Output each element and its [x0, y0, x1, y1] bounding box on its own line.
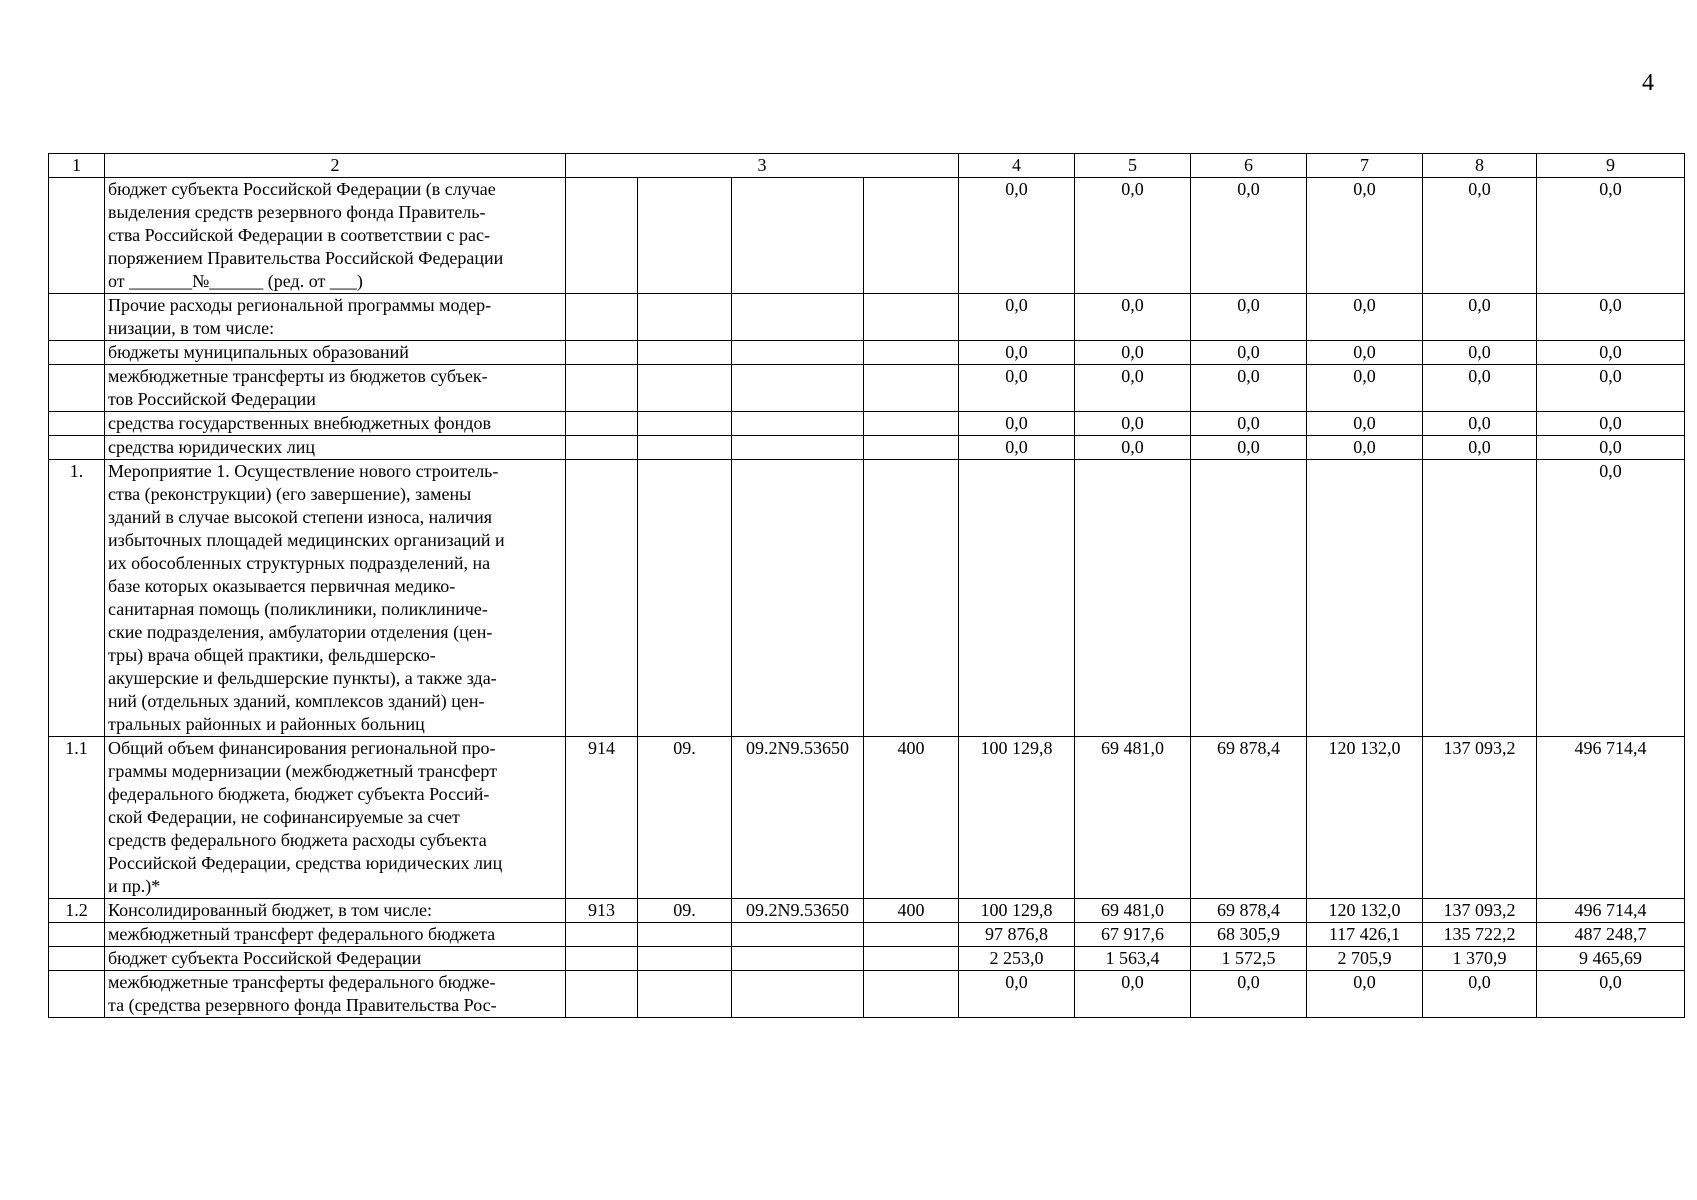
value-cell: 0,0 — [1191, 341, 1307, 365]
code-cell — [732, 341, 864, 365]
value-cell: 0,0 — [1307, 436, 1423, 460]
value-cell: 0,0 — [1191, 436, 1307, 460]
header-cell: 1 — [49, 154, 105, 178]
value-cell: 0,0 — [1537, 294, 1685, 341]
row-number-cell — [49, 971, 105, 1018]
row-description-cell: межбюджетные трансферты из бюджетов субъек- тов Российской Федерации — [105, 365, 566, 412]
page-number: 4 — [1642, 70, 1654, 96]
value-cell — [1307, 460, 1423, 737]
row-number-cell — [49, 365, 105, 412]
code-cell: 09. — [638, 737, 732, 899]
code-cell — [732, 460, 864, 737]
value-cell: 120 132,0 — [1307, 737, 1423, 899]
code-cell — [638, 923, 732, 947]
code-cell: 913 — [566, 899, 638, 923]
value-cell — [1191, 460, 1307, 737]
value-cell: 0,0 — [1075, 365, 1191, 412]
code-cell — [638, 178, 732, 294]
row-description-cell: Общий объем финансирования региональной про- граммы модернизации (межбюджетный трансферт федерального бюджета, бюджет субъекта Россий- ской Федерации, не софинансируемые за счет средств федерального бюджета расходы субъекта Российской Федерации, средства юридических лиц и пр.)* — [105, 737, 566, 899]
value-cell: 1 563,4 — [1075, 947, 1191, 971]
value-cell: 0,0 — [1191, 178, 1307, 294]
table-row — [49, 178, 1685, 294]
header-cell: 2 — [105, 154, 566, 178]
value-cell: 0,0 — [1075, 412, 1191, 436]
header-cell: 7 — [1307, 154, 1423, 178]
value-cell: 0,0 — [959, 365, 1075, 412]
value-cell: 69 878,4 — [1191, 737, 1307, 899]
header-cell: 8 — [1423, 154, 1537, 178]
value-cell: 0,0 — [1307, 341, 1423, 365]
row-number-cell — [49, 341, 105, 365]
table-row — [49, 899, 1685, 923]
row-number-cell: 1.2 — [49, 899, 105, 923]
code-cell — [864, 460, 959, 737]
row-description-cell: бюджет субъекта Российской Федерации — [105, 947, 566, 971]
row-description-cell: средства государственных внебюджетных фондов — [105, 412, 566, 436]
table-row — [49, 341, 1685, 365]
value-cell: 0,0 — [1423, 436, 1537, 460]
code-cell — [864, 294, 959, 341]
row-number-cell — [49, 436, 105, 460]
row-description-cell: Прочие расходы региональной программы модер- низации, в том числе: — [105, 294, 566, 341]
code-cell — [864, 341, 959, 365]
row-description-cell: бюджеты муниципальных образований — [105, 341, 566, 365]
code-cell — [732, 294, 864, 341]
value-cell — [1075, 460, 1191, 737]
code-cell — [566, 947, 638, 971]
code-cell — [732, 178, 864, 294]
value-cell: 69 481,0 — [1075, 737, 1191, 899]
code-cell — [638, 971, 732, 1018]
code-cell — [638, 947, 732, 971]
code-cell — [864, 412, 959, 436]
row-description-cell: средства юридических лиц — [105, 436, 566, 460]
value-cell: 0,0 — [1075, 971, 1191, 1018]
value-cell: 0,0 — [1307, 365, 1423, 412]
code-cell — [864, 436, 959, 460]
value-cell: 2 705,9 — [1307, 947, 1423, 971]
code-cell — [638, 341, 732, 365]
code-cell: 914 — [566, 737, 638, 899]
value-cell: 100 129,8 — [959, 899, 1075, 923]
value-cell: 69 481,0 — [1075, 899, 1191, 923]
row-number-cell: 1.1 — [49, 737, 105, 899]
value-cell: 67 917,6 — [1075, 923, 1191, 947]
code-cell — [566, 412, 638, 436]
row-number-cell: 1. — [49, 460, 105, 737]
value-cell: 0,0 — [1191, 971, 1307, 1018]
value-cell: 0,0 — [1537, 412, 1685, 436]
value-cell: 0,0 — [1537, 341, 1685, 365]
value-cell: 0,0 — [1075, 178, 1191, 294]
value-cell: 68 305,9 — [1191, 923, 1307, 947]
code-cell — [732, 412, 864, 436]
code-cell — [566, 923, 638, 947]
code-cell — [864, 923, 959, 947]
value-cell: 100 129,8 — [959, 737, 1075, 899]
value-cell: 120 132,0 — [1307, 899, 1423, 923]
code-cell — [864, 971, 959, 1018]
value-cell: 0,0 — [1075, 436, 1191, 460]
value-cell: 0,0 — [959, 341, 1075, 365]
code-cell: 09.2N9.53650 — [732, 899, 864, 923]
value-cell: 487 248,7 — [1537, 923, 1685, 947]
code-cell — [638, 412, 732, 436]
header-cell: 3 — [566, 154, 959, 178]
value-cell: 0,0 — [1307, 294, 1423, 341]
table-row — [49, 460, 1685, 737]
value-cell: 97 876,8 — [959, 923, 1075, 947]
row-description-cell: бюджет субъекта Российской Федерации (в случае выделения средств резервного фонда Правитель- ства Российской Федерации в соответствии с рас- поряжением Правительства Российской Федерации от _______№______ (ред. от ___) — [105, 178, 566, 294]
value-cell: 0,0 — [959, 971, 1075, 1018]
code-cell — [566, 971, 638, 1018]
value-cell: 0,0 — [1537, 971, 1685, 1018]
row-number-cell — [49, 294, 105, 341]
code-cell — [732, 971, 864, 1018]
value-cell: 117 426,1 — [1307, 923, 1423, 947]
value-cell: 0,0 — [959, 436, 1075, 460]
code-cell — [566, 436, 638, 460]
value-cell: 0,0 — [1423, 294, 1537, 341]
row-description-cell: межбюджетные трансферты федерального бюдже- та (средства резервного фонда Правительства Рос- — [105, 971, 566, 1018]
value-cell — [959, 460, 1075, 737]
header-cell: 6 — [1191, 154, 1307, 178]
value-cell: 137 093,2 — [1423, 737, 1537, 899]
row-number-cell — [49, 947, 105, 971]
table-row — [49, 294, 1685, 341]
code-cell: 09.2N9.53650 — [732, 737, 864, 899]
code-cell — [566, 294, 638, 341]
code-cell: 400 — [864, 899, 959, 923]
code-cell — [566, 460, 638, 737]
value-cell: 496 714,4 — [1537, 899, 1685, 923]
value-cell: 496 714,4 — [1537, 737, 1685, 899]
value-cell: 2 253,0 — [959, 947, 1075, 971]
code-cell — [566, 341, 638, 365]
row-number-cell — [49, 412, 105, 436]
budget-table — [48, 153, 1685, 1018]
value-cell: 0,0 — [1537, 436, 1685, 460]
value-cell: 135 722,2 — [1423, 923, 1537, 947]
header-cell: 5 — [1075, 154, 1191, 178]
table-row — [49, 412, 1685, 436]
row-number-cell — [49, 923, 105, 947]
code-cell — [732, 365, 864, 412]
row-number-cell — [49, 178, 105, 294]
code-cell — [638, 460, 732, 737]
code-cell: 09. — [638, 899, 732, 923]
value-cell: 0,0 — [1191, 294, 1307, 341]
value-cell: 9 465,69 — [1537, 947, 1685, 971]
table-row — [49, 737, 1685, 899]
code-cell — [638, 294, 732, 341]
value-cell: 1 370,9 — [1423, 947, 1537, 971]
code-cell — [732, 947, 864, 971]
value-cell: 0,0 — [1191, 365, 1307, 412]
code-cell — [864, 365, 959, 412]
value-cell: 0,0 — [959, 294, 1075, 341]
value-cell: 0,0 — [1307, 971, 1423, 1018]
value-cell: 1 572,5 — [1191, 947, 1307, 971]
code-cell — [732, 923, 864, 947]
value-cell: 0,0 — [1307, 178, 1423, 294]
header-cell: 4 — [959, 154, 1075, 178]
value-cell: 69 878,4 — [1191, 899, 1307, 923]
value-cell: 0,0 — [1423, 341, 1537, 365]
code-cell — [864, 178, 959, 294]
row-description-cell: межбюджетный трансферт федерального бюджета — [105, 923, 566, 947]
value-cell: 0,0 — [1423, 971, 1537, 1018]
value-cell: 0,0 — [1307, 412, 1423, 436]
table-header-row — [49, 154, 1685, 178]
code-cell — [732, 436, 864, 460]
code-cell — [566, 178, 638, 294]
value-cell: 0,0 — [1537, 460, 1685, 737]
row-description-cell: Мероприятие 1. Осуществление нового строитель- ства (реконструкции) (его завершение), замены зданий в случае высокой степени износа, наличия избыточных площадей медицинских организаций и их обособленных структурных подразделений, на базе которых оказывается первичная медико- санитарная помощь (поликлиники, поликлиниче- ские подразделения, амбулатории отделения (цен- тры) врача общей практики, фельдшерско- акушерские и фельдшерские пункты), а также зда- ний (отдельных зданий, комплексов зданий) цен- тральных районных и районных больниц — [105, 460, 566, 737]
value-cell: 0,0 — [1423, 365, 1537, 412]
code-cell — [864, 947, 959, 971]
value-cell: 0,0 — [1423, 412, 1537, 436]
value-cell: 0,0 — [1537, 365, 1685, 412]
value-cell: 137 093,2 — [1423, 899, 1537, 923]
table-row — [49, 947, 1685, 971]
code-cell: 400 — [864, 737, 959, 899]
code-cell — [566, 365, 638, 412]
code-cell — [638, 436, 732, 460]
row-description-cell: Консолидированный бюджет, в том числе: — [105, 899, 566, 923]
value-cell: 0,0 — [959, 412, 1075, 436]
table-row — [49, 365, 1685, 412]
value-cell: 0,0 — [1537, 178, 1685, 294]
value-cell: 0,0 — [1423, 178, 1537, 294]
value-cell: 0,0 — [959, 178, 1075, 294]
value-cell: 0,0 — [1191, 412, 1307, 436]
code-cell — [638, 365, 732, 412]
table-row — [49, 923, 1685, 947]
table-row — [49, 436, 1685, 460]
table-row — [49, 971, 1685, 1018]
header-cell: 9 — [1537, 154, 1685, 178]
value-cell: 0,0 — [1075, 294, 1191, 341]
value-cell: 0,0 — [1075, 341, 1191, 365]
value-cell — [1423, 460, 1537, 737]
